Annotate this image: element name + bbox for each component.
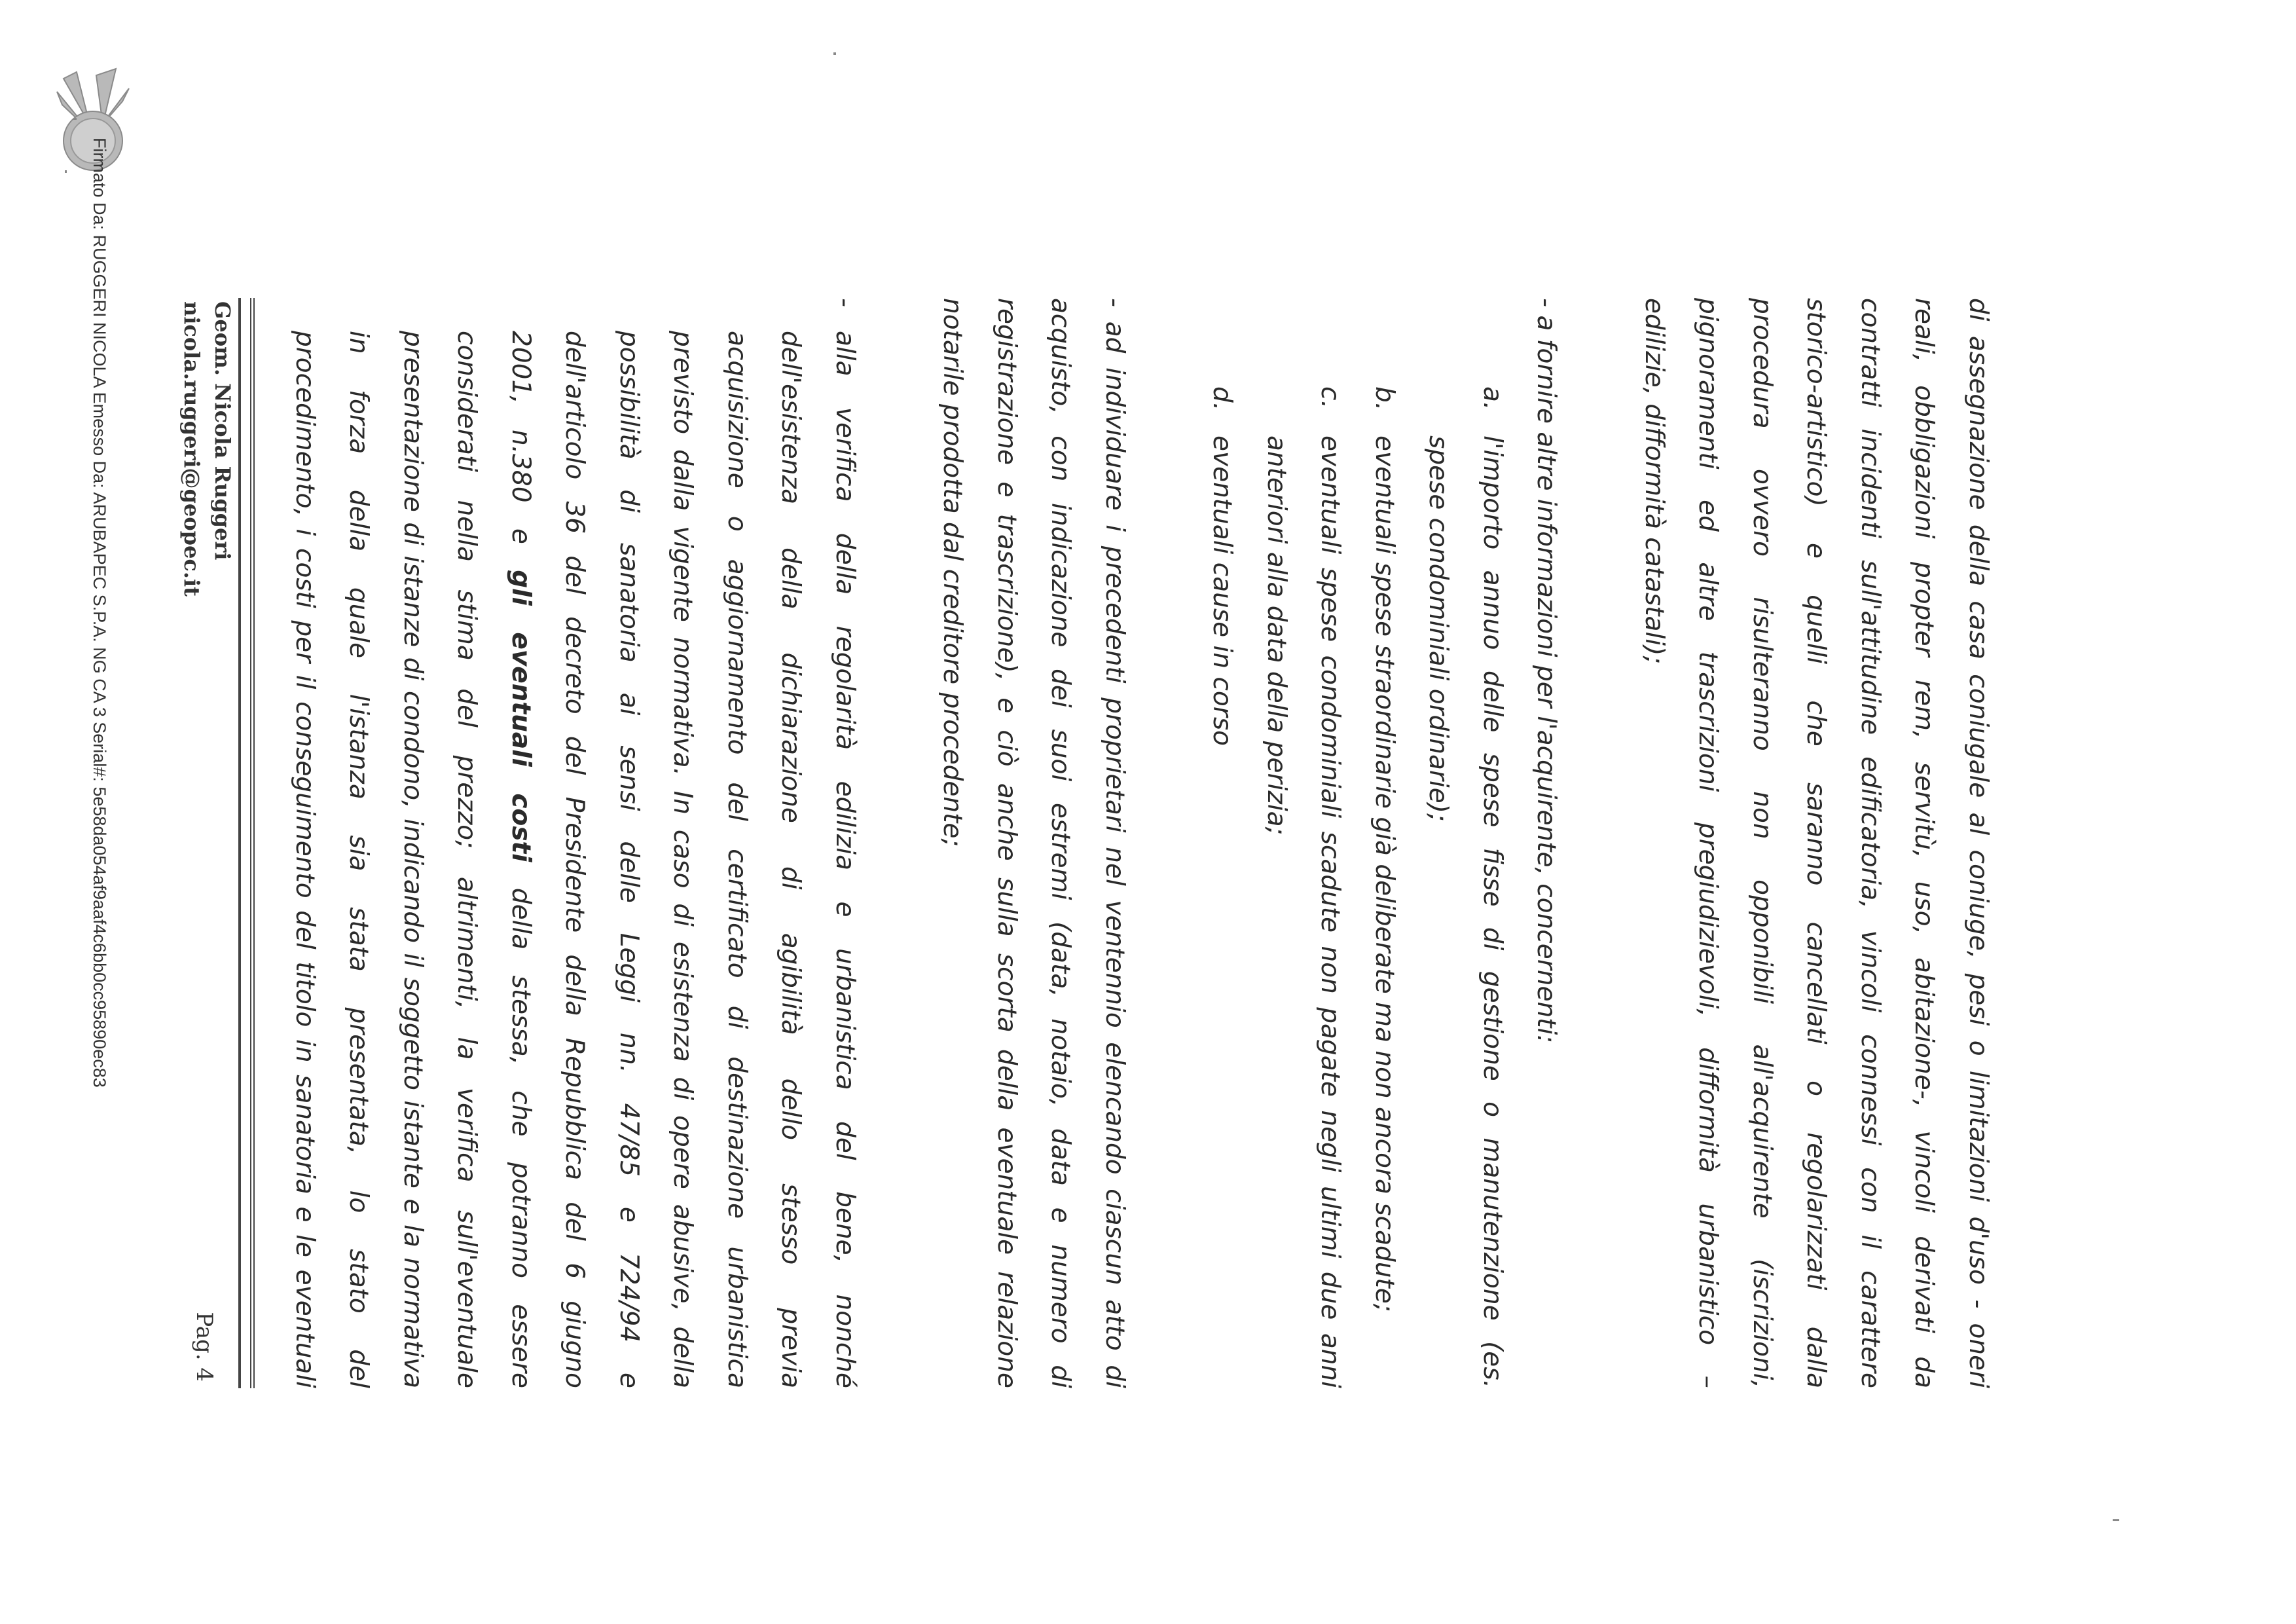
text-line: di assegnazione della casa coniugale al coniuge, pesi o limitazioni d'uso - oneri <box>1963 298 1993 1388</box>
scan-speck <box>73 118 77 120</box>
list-marker: d. <box>1207 386 1237 411</box>
text-line-mixed <box>494 331 548 1388</box>
list-item-a <box>1411 298 1519 1388</box>
footer-author-email: nicola.ruggeri@geopec.it <box>179 301 204 597</box>
text-line: - ad individuare i precedenti proprietari nel ventennio elencando ciascun atto di <box>1100 298 1129 1388</box>
text-line: procedimento, i costi per il conseguimento del titolo in sanatoria e le eventuali <box>290 331 319 1388</box>
text-line: edilizie, difformità catastali); <box>1639 298 1669 665</box>
digital-signature-line: Firmato Da: RUGGERI NICOLA Emesso Da: ARUBAPEC S.P.A. NG CA 3 Serial#: 5e58da054af9aaf4c6bb0cc95890ec83 <box>90 138 109 1088</box>
scan-speck <box>65 170 67 173</box>
footer-divider <box>238 298 255 1388</box>
paragraph-verifica <box>278 298 872 1388</box>
text-line: dell'articolo 36 del decreto del Presidente della Repubblica del 6 giugno <box>560 331 590 1388</box>
text-line: spese condominiali ordinarie); <box>1423 435 1453 822</box>
text-line: procedura ovvero risulteranno non opponibili all'acquirente (iscrizioni, <box>1747 298 1777 1388</box>
scan-speck <box>2113 1519 2119 1521</box>
text-line: storico-artistico) e quelli che saranno cancellati o regolarizzati dalla <box>1801 298 1831 1388</box>
paragraph-informazioni <box>1195 298 1573 1388</box>
text-fragment: 2001, n.380 e <box>506 331 536 544</box>
list-item-d <box>1195 298 1249 1388</box>
list-marker: a. <box>1478 386 1507 411</box>
page-number: Pag. 4 <box>191 1312 217 1382</box>
text-line: possibilità di sanatoria ai sensi delle Leggi nn. 47/85 e 724/94 e <box>614 331 644 1388</box>
text-line: l'importo annuo delle spese fisse di gestione o manutenzione (es. <box>1478 435 1507 1388</box>
text-line: registrazione e trascrizione), e ciò anche sulla scorta della eventuale relazione <box>992 298 1021 1388</box>
list-marker: c. <box>1315 386 1345 409</box>
bold-costs-phrase: gli eventuali costi <box>506 570 536 862</box>
text-line: eventuali cause in corso <box>1207 435 1237 746</box>
list-lead-text: a fornire altre informazioni per l'acquirente, concernenti: <box>1531 315 1561 1044</box>
list-marker: b. <box>1370 386 1399 411</box>
text-line: notarile prodotta dal creditore procedente; <box>938 298 968 847</box>
body-text <box>278 298 2005 1388</box>
list-dash: - <box>830 298 860 308</box>
text-line: acquisto, con indicazione dei suoi estremi (data, notaio, data e numero di <box>1046 298 1076 1388</box>
scan-speck <box>833 52 836 55</box>
list-item-c <box>1249 298 1357 1388</box>
footer-author-name: Geom. Nicola Ruggeri <box>210 301 235 561</box>
text-line: reali, obbligazioni propter rem, servitù, uso, abitazione-, vincoli derivati da <box>1909 298 1939 1388</box>
text-line: considerati nella stima del prezzo; altrimenti, la verifica sull'eventuale <box>452 331 482 1388</box>
list-item-b <box>1357 298 1412 1388</box>
text-line: eventuali spese straordinarie già deliberate ma non ancora scadute; <box>1370 435 1399 1312</box>
text-line: previsto dalla vigente normativa. In caso di esistenza di opere abusive, della <box>668 331 698 1388</box>
text-line: anteriori alla data della perizia; <box>1262 435 1291 836</box>
text-line: pignoramenti ed altre trascrizioni pregiudizievoli, difformità urbanistico – <box>1693 298 1723 1388</box>
paragraph-assegnazione <box>1627 298 2005 1388</box>
text-line: presentazione di istanze di condono, indicando il soggetto istante e la normativa <box>398 331 428 1388</box>
text-line: alla verifica della regolarità edilizia e urbanistica del bene, nonché <box>830 331 860 1388</box>
text-line: in forza della quale l'istanza sia stata presentata, lo stato del <box>344 331 374 1388</box>
text-line: dell'esistenza della dichiarazione di agibilità dello stesso previa <box>776 331 806 1388</box>
text-line: eventuali spese condominiali scadute non pagate negli ultimi due anni <box>1315 435 1345 1388</box>
list-lead: - a fornire altre informazioni per l'acquirente, concernenti: <box>1531 298 1561 1044</box>
paragraph-proprietari <box>925 298 1141 1388</box>
text-fragment: della stessa, che potranno essere <box>506 887 536 1388</box>
text-line: acquisizione o aggiornamento del certificato di destinazione urbanistica <box>722 331 752 1388</box>
text-line: contratti incidenti sull'attitudine edificatoria, vincoli connessi con il carattere <box>1855 298 1885 1388</box>
